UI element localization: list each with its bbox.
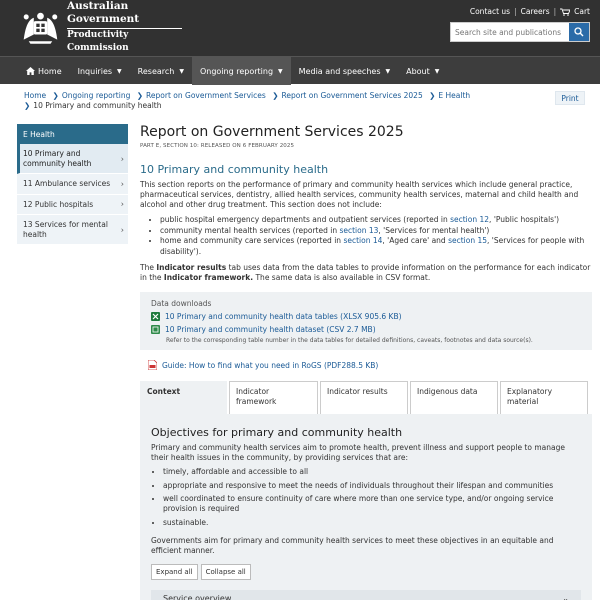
chevron-right-icon: ›: [120, 153, 124, 163]
breadcrumb-e-health[interactable]: E Health: [438, 91, 471, 100]
chevron-right-icon: ›: [120, 224, 124, 234]
page-title: Report on Government Services 2025: [140, 124, 404, 140]
accordion-service-overview[interactable]: [151, 590, 581, 600]
exclusions-list: [160, 215, 592, 257]
chevron-right-icon: ›: [120, 179, 124, 188]
nav-media-and-speeches[interactable]: Media and speeches ▼: [298, 66, 391, 76]
list-item: • home and community care services (reported in section 14, 'Aged care' and section 15, 'Services for people with disability').: [160, 236, 592, 257]
chevron-right-icon: ❯: [136, 91, 144, 100]
nav-about[interactable]: About ▼: [406, 66, 440, 76]
list-item: • public hospital emergency departments and outpatient services (reported in section 12, 'Public hospitals'): [160, 215, 592, 226]
downloads-note: Refer to the corresponding table number in the data tables for detailed definitions, caveats, footnotes and data source(s).: [166, 337, 533, 344]
rogs-guide-link[interactable]: Guide: How to find what you need in RoGS (PDF288.5 KB): [162, 360, 379, 370]
caret-down-icon: ▼: [385, 67, 391, 75]
chevron-right-icon: ❯: [52, 91, 59, 100]
contact-link[interactable]: Contact us: [469, 7, 511, 16]
coat-of-arms-icon: [17, 6, 64, 48]
sidebar-item-primary-community-health[interactable]: 10 Primary and community health ›: [17, 144, 128, 174]
list-item: • sustainable.: [163, 518, 581, 528]
caret-down-icon: ▼: [278, 67, 283, 75]
expand-all-button[interactable]: Expand all: [151, 564, 198, 580]
section-heading: 10 Primary and community health: [140, 163, 329, 176]
breadcrumb-current: 10 Primary and community health: [33, 101, 162, 110]
caret-down-icon: ▼: [117, 67, 122, 75]
search-icon: [574, 27, 584, 37]
tab-indigenous-data[interactable]: Indigenous data: [410, 381, 498, 414]
chevron-right-icon: ❯: [429, 91, 436, 100]
accordion-controls: [151, 564, 581, 580]
section-15-link[interactable]: section 15: [448, 236, 488, 245]
excel-file-icon: [151, 312, 160, 321]
careers-link[interactable]: Careers: [520, 7, 550, 16]
main-navigation: [0, 56, 600, 84]
breadcrumb-home[interactable]: Home: [24, 91, 47, 100]
context-panel: [140, 414, 592, 600]
dataset-download-link[interactable]: 10 Primary and community health dataset (CSV 2.7 MB): [165, 325, 376, 334]
breadcrumb-ongoing-reporting[interactable]: Ongoing reporting: [61, 91, 131, 100]
chevron-right-icon: ❯: [24, 101, 31, 110]
tab-explanatory-material[interactable]: Explanatory material: [500, 381, 588, 414]
cart-icon[interactable]: [560, 8, 570, 16]
site-logo[interactable]: [17, 0, 182, 53]
site-header: [0, 0, 600, 56]
cart-link[interactable]: Cart: [574, 7, 590, 16]
accordion-title: Service overview: [163, 594, 232, 600]
list-item: • well coordinated to ensure continuity of care where more than one service type, and/or ongoing service provision is required: [163, 494, 581, 514]
data-tables-download-link[interactable]: 10 Primary and community health data tables (XLSX 905.6 KB): [165, 312, 402, 321]
sidebar-header[interactable]: E Health: [17, 124, 128, 144]
section-13-link[interactable]: section 13: [339, 225, 379, 235]
objectives-intro: Primary and community health services aim to promote health, prevent illness and support people to manage their health issues in the community, by providing services that are:: [151, 443, 565, 462]
sidebar-item-mental-health[interactable]: 13 Services for mental health ›: [17, 215, 128, 245]
list-item: • appropriate and responsive to meet the needs of individuals throughout their lifespan and communities: [163, 481, 581, 491]
government-name: Australian Government: [67, 0, 182, 29]
list-item: • community mental health services (reported in section 13, 'Services for mental health'): [160, 226, 592, 237]
section-14-link[interactable]: section 14: [343, 236, 383, 245]
site-search: [450, 22, 590, 42]
objectives-heading: Objectives for primary and community health: [151, 426, 403, 439]
objectives-closing: Governments aim for primary and community health services to meet these objectives in an equitable and efficient manner.: [151, 535, 554, 555]
download-item: [151, 325, 581, 334]
tab-indicator-framework[interactable]: Indicator framework: [229, 381, 318, 414]
breadcrumb-rogs[interactable]: Report on Government Services: [146, 91, 266, 100]
collapse-all-button[interactable]: Collapse all: [201, 564, 251, 580]
guide-row: [148, 360, 592, 370]
list-item: • timely, affordable and accessible to all: [163, 467, 581, 477]
objectives-list: [163, 467, 581, 528]
sidebar-item-ambulance-services[interactable]: 11 Ambulance services ›: [17, 174, 128, 195]
download-item: [151, 312, 581, 321]
search-button[interactable]: [569, 23, 589, 41]
organisation-name: Productivity Commission: [66, 29, 129, 53]
chevron-right-icon: ›: [120, 199, 124, 209]
csv-file-icon: [151, 325, 160, 334]
caret-down-icon: ▼: [179, 67, 184, 75]
data-downloads: [140, 292, 592, 350]
section-tabs: [140, 381, 592, 414]
chevron-down-icon: ⌄: [562, 594, 569, 600]
section-intro: This section reports on the performance of primary and community health services which include general practice, pharmaceutical services, dentistry, allied health services, community health services, maternal and child health and alcohol and other drug treatment. This section does not include:: [140, 180, 579, 209]
release-info: PART E, SECTION 10: RELEASED ON 6 FEBRUARY 2025: [140, 143, 295, 149]
chevron-right-icon: ❯: [272, 91, 279, 100]
nav-research[interactable]: Research ▼: [137, 66, 184, 76]
tab-context[interactable]: Context: [140, 381, 227, 414]
nav-inquiries[interactable]: Inquiries ▼: [77, 66, 122, 76]
nav-home[interactable]: Home: [18, 57, 70, 85]
indicator-note: The Indicator results tab uses data from the data tables to provide information on the performance for each indicator in the Indicator framework. The same data is also available in CSV format.: [140, 263, 591, 282]
main-content: [140, 124, 592, 370]
tab-indicator-results[interactable]: Indicator results: [320, 381, 408, 414]
home-icon: [26, 67, 35, 75]
section-sidebar: [17, 124, 128, 245]
breadcrumb-rogs-2025[interactable]: Report on Government Services 2025: [281, 91, 423, 100]
search-input[interactable]: [451, 23, 570, 41]
utility-links: Contact us | Careers | Cart: [469, 7, 590, 16]
section-12-link[interactable]: section 12: [450, 215, 490, 224]
pdf-file-icon: [148, 360, 157, 370]
breadcrumb: [24, 91, 524, 111]
print-button[interactable]: Print: [555, 91, 585, 105]
sidebar-item-public-hospitals[interactable]: 12 Public hospitals ›: [17, 195, 128, 216]
nav-ongoing-reporting[interactable]: Ongoing reporting ▼: [192, 57, 291, 85]
downloads-title: Data downloads: [151, 299, 212, 308]
caret-down-icon: ▼: [434, 67, 440, 75]
